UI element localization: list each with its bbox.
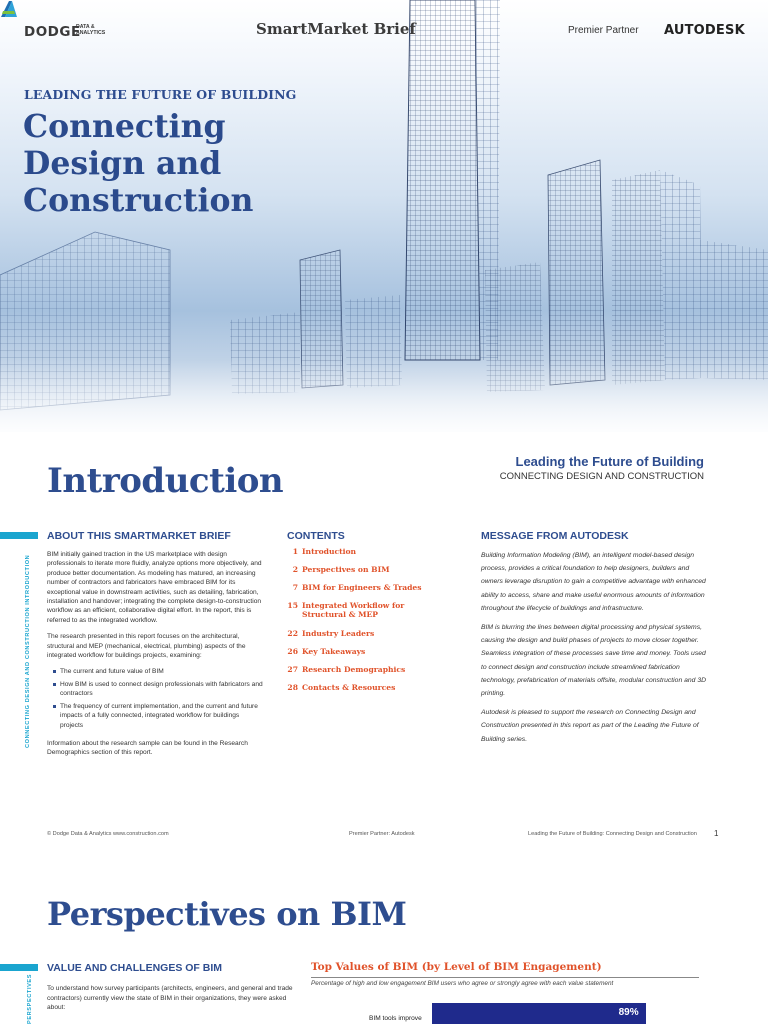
page-number: 1 [714,829,719,838]
about-bullet: The frequency of current implementation, and the current and future impacts of a fully connected, integrated workflow for buildings projects [53,702,263,730]
toc-label: Key Takeaways [302,647,366,656]
side-running-label: CONNECTING DESIGN AND CONSTRUCTION INTRODUCTION [25,554,31,748]
introduction-heading: Introduction [47,461,284,501]
message-paragraph: Building Information Modeling (BIM), an intelligent model-based design process, provides a critical foundation to help designers, builders and owners leverage disruption to gain a competitive advantage with enhanced ability to access, share and make useful enormous amounts of information throughout the lifecycle of buildings and infrastructure. [481,552,706,612]
footer-copyright: © Dodge Data & Analytics www.construction.com [47,831,169,837]
toc-page-number: 7 [292,583,298,592]
toc-label: Introduction [302,547,357,556]
dodge-logo: DODGE [24,24,81,40]
toc-page-number: 28 [287,683,298,692]
toc-item-introduction[interactable] [287,547,447,565]
about-paragraph: Information about the research sample can be found in the Research Demographics section of this report. [47,739,248,757]
toc-page-number: 1 [292,547,298,556]
toc-label: Contacts & Resources [302,683,396,692]
about-bullet: How BIM is used to connect design professionals with fabricators and contractors [53,680,263,699]
toc-item-research-demographics[interactable] [287,665,447,683]
about-paragraph: BIM initially gained traction in the US marketplace with design professionals to iterate more fluidly, analyze options more objectively, and produce better documentation. As modeling has matured, an increasing number of contractors and fabricators have embraced BIM for its exceptional value in downstream activities, such as detailing, fabrication, installation and handover; integrating the complete design-to-construction workflow as an efficient, collaborative digital effort. In the report, this is referred to as the integrated workflow. [47,551,262,624]
toc-label: Perspectives on BIM [302,565,390,574]
about-bullet: The current and future value of BIM [53,667,263,676]
about-heading: ABOUT THIS SMARTMARKET BRIEF [47,530,231,542]
about-bullet-list [53,667,263,729]
autodesk-logo-icon [0,0,18,18]
cover-title: Connecting Design and Construction [23,108,254,219]
toc-item-key-takeaways[interactable] [287,647,447,665]
side-running-label: PERSPECTIVES [27,973,33,1024]
toc-item-perspectives[interactable] [287,565,447,583]
toc-label: Integrated Workflow for Structural & MEP [302,601,405,619]
series-title: Leading the Future of Building [515,454,704,469]
toc-page-number: 15 [287,601,298,610]
about-paragraph: The research presented in this report focuses on the architectural, structural and MEP (mechanical, electrical, plumbing) aspects of the integrated workflow for buildings projects, examining: [47,633,246,660]
toc-page-number: 26 [287,647,298,656]
cover-kicker: LEADING THE FUTURE OF BUILDING [24,87,297,102]
message-heading: MESSAGE FROM AUTODESK [481,530,629,542]
chart-divider [311,977,699,978]
message-paragraph: BIM is blurring the lines between digital processing and physical systems, causing the design and build phases of projects to move closer together. Seamless integration of these processes save time and money. Tools used to connect design and construction include streamlined fabrication technology, prefabrication of materials offsite, modular construction and 3D printing. [481,624,707,698]
toc-item-integrated-workflow[interactable] [287,601,447,629]
value-challenges-heading: VALUE AND CHALLENGES OF BIM [47,962,222,974]
chart-subtitle: Percentage of high and low engagement BIM users who agree or strongly agree with each value statement [311,980,614,987]
series-subtitle: CONNECTING DESIGN AND CONSTRUCTION [499,471,704,482]
table-of-contents [287,547,447,701]
top-header-bar [0,0,768,60]
message-paragraph: Autodesk is pleased to support the research on Connecting Design and Construction presented in this report as part of the Leading the Future of Building series. [481,709,699,743]
toc-page-number: 27 [287,665,298,674]
premier-partner-label: Premier Partner [568,25,639,36]
autodesk-wordmark: AUTODESK [664,23,745,38]
bar-track [432,1003,672,1024]
toc-label: Industry Leaders [302,629,375,638]
toc-page-number: 2 [292,565,298,574]
toc-item-engineers-trades[interactable] [287,583,447,601]
publication-title: SmartMarket Brief [256,20,416,38]
value-challenges-body: To understand how survey participants (architects, engineers, and general and trade contractors) currently view the state of BIM in their organizations, they were asked about: [47,985,293,1012]
section-color-tab [0,532,38,539]
chart-title: Top Values of BIM (by Level of BIM Engagement) [311,961,602,973]
dodge-logo-subtitle: DATA & ANALYTICS [76,24,106,36]
footer-partner: Premier Partner: Autodesk [349,831,415,837]
toc-label: BIM for Engineers & Trades [302,583,422,592]
toc-item-contacts-resources[interactable] [287,683,447,701]
contents-heading: CONTENTS [287,530,345,542]
bar-category-label: BIM tools improve [369,1015,422,1022]
about-body [47,550,263,765]
cover-hero [0,0,768,432]
perspectives-heading: Perspectives on BIM [47,895,407,933]
bar-value-label: 89% [618,1007,639,1018]
footer-series: Leading the Future of Building: Connecting Design and Construction [528,831,697,837]
toc-page-number: 22 [287,629,298,638]
toc-item-industry-leaders[interactable] [287,629,447,647]
message-body [481,549,711,752]
toc-label: Research Demographics [302,665,406,674]
bar-bim-tools-improve [432,1003,646,1024]
